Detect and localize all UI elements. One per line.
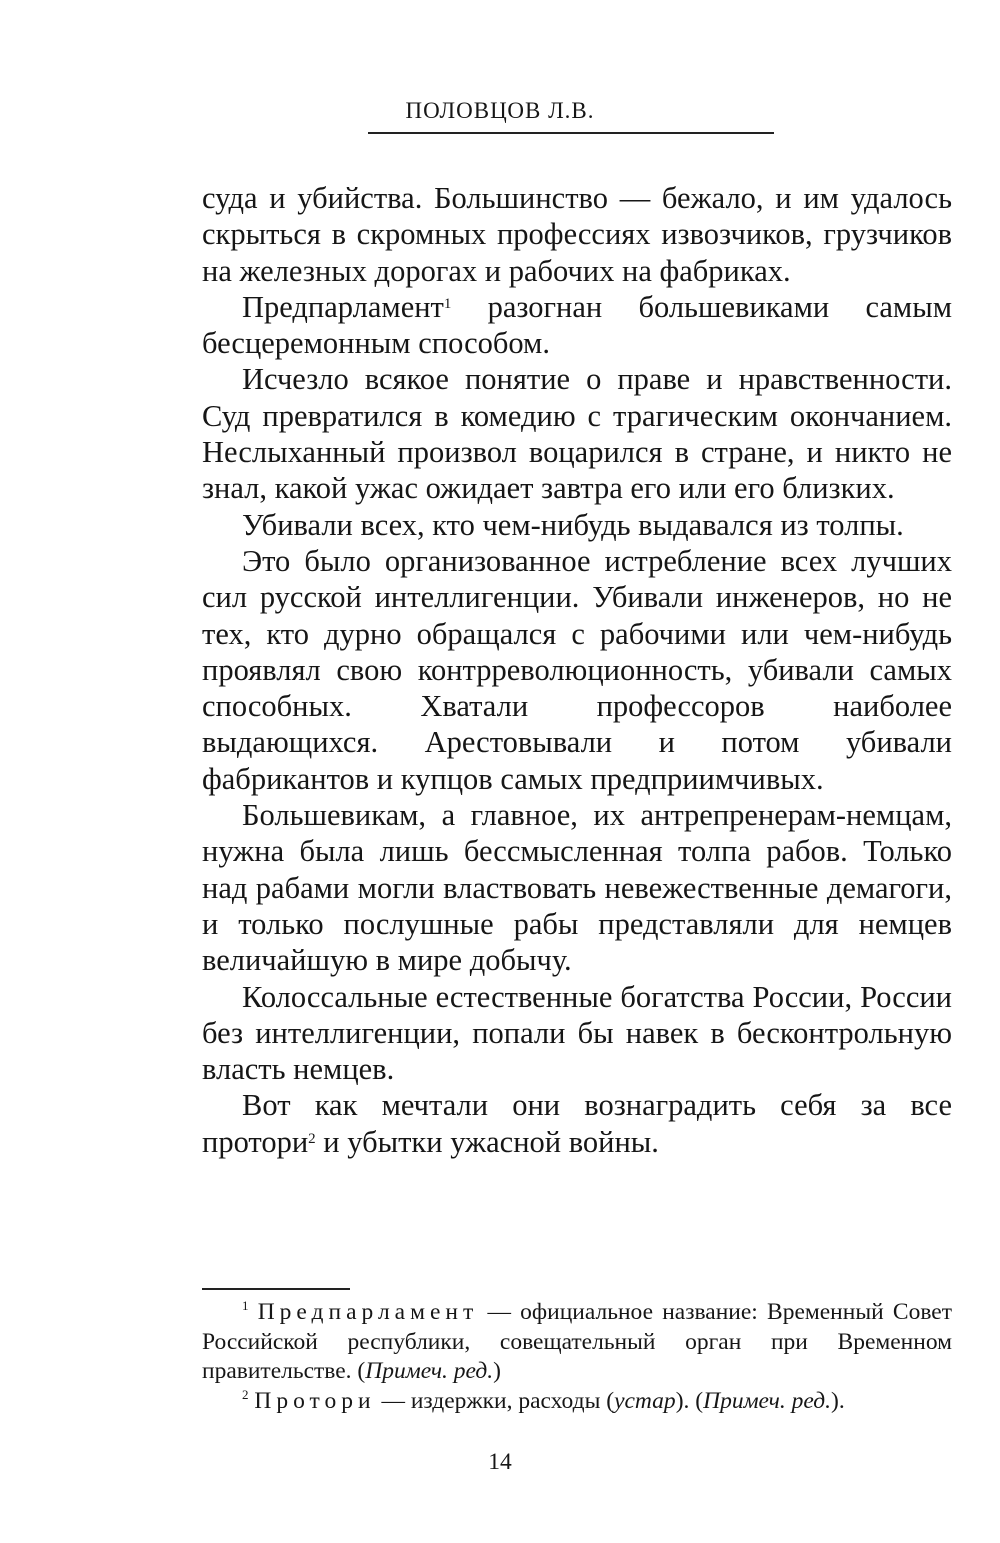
footnote-2-archaic: устар xyxy=(614,1387,676,1414)
footnote-rule xyxy=(202,1288,350,1290)
footnote-2-term: Протори xyxy=(254,1387,376,1414)
paragraph-7: Колоссальные естественные богатства России, России без интеллигенции, попали бы навек в бесконтрольную власть немцев. xyxy=(202,979,952,1087)
footnote-2-mark: 2 xyxy=(242,1386,249,1402)
paragraph-4: Убивали всех, кто чем-нибудь выдавался из толпы. xyxy=(242,507,904,542)
footnote-ref-1: 1 xyxy=(443,295,452,312)
paragraph-2-text: разогнан большевиками самым бесцеремонным способом. xyxy=(202,289,952,361)
paragraph-3: Исчезло всякое понятие о праве и нравственности. Суд превратился в комедию с трагическим окончанием. Неслыханный произвол воцарился в стране, и никто не знал, какой ужас ожидает завтра его или его близких. xyxy=(202,362,952,506)
footnotes xyxy=(202,1298,952,1416)
preparliament-term: Предпарламент xyxy=(242,289,444,324)
footnote-1-term: Предпарламент xyxy=(257,1299,479,1325)
footnote-2-close: ). xyxy=(831,1387,845,1414)
footnote-1 xyxy=(202,1298,952,1387)
paragraph-8-end: и убытки ужасной войны. xyxy=(315,1124,659,1159)
footnote-1-text: — официальное название: Временный Совет Российской республики, совещательный орган при Временном правительстве. ( xyxy=(202,1299,952,1384)
paragraph-1: суда и убийства. Большинство — бежало, и им удалось скрыться в скромных профессиях извозчиков, грузчиков на железных дорогах и рабочих на фабриках. xyxy=(202,181,952,288)
paragraph-5: Это было организованное истребление всех лучших сил русской интеллигенции. Убивали инженеров, но не тех, кто дурно обращался с рабочими или чем-нибудь проявлял свою контрреволюционность, убивали самых способных. Хватали профессоров наиболее выдающихся. Арестовывали и потом убивали фабрикантов и купцов самых предприимчивых. xyxy=(202,543,952,796)
footnote-2 xyxy=(202,1387,952,1417)
footnote-1-mark: 1 xyxy=(242,1298,249,1314)
header-rule xyxy=(368,132,774,134)
footnote-1-close: ) xyxy=(493,1358,501,1384)
paragraph-8-start: Вот как мечтали они вознаградить себя за все протори xyxy=(202,1088,952,1159)
paragraph-2 xyxy=(202,289,952,362)
running-head: ПОЛОВЦОВ Л.В. xyxy=(405,98,595,123)
footnote-2-editor-note: Примеч. ред. xyxy=(703,1387,832,1414)
footnote-ref-2: 2 xyxy=(308,1130,316,1147)
footnote-1-editor-note: Примеч. ред. xyxy=(365,1358,494,1384)
page-number: 14 xyxy=(488,1449,512,1475)
paragraph-6: Большевикам, а главное, их антрепренерам-немцам, нужна была лишь бессмысленная толпа рабов. Только над рабами могли властвовать невежественные демагоги, и только послушные рабы представляли для немцев величайшую в мире добычу. xyxy=(202,798,952,978)
footnote-2-text: — издержки, расходы ( xyxy=(375,1387,615,1414)
main-text xyxy=(202,180,952,1160)
paragraph-8 xyxy=(202,1087,952,1160)
footnote-2-mid: ). ( xyxy=(675,1387,704,1414)
